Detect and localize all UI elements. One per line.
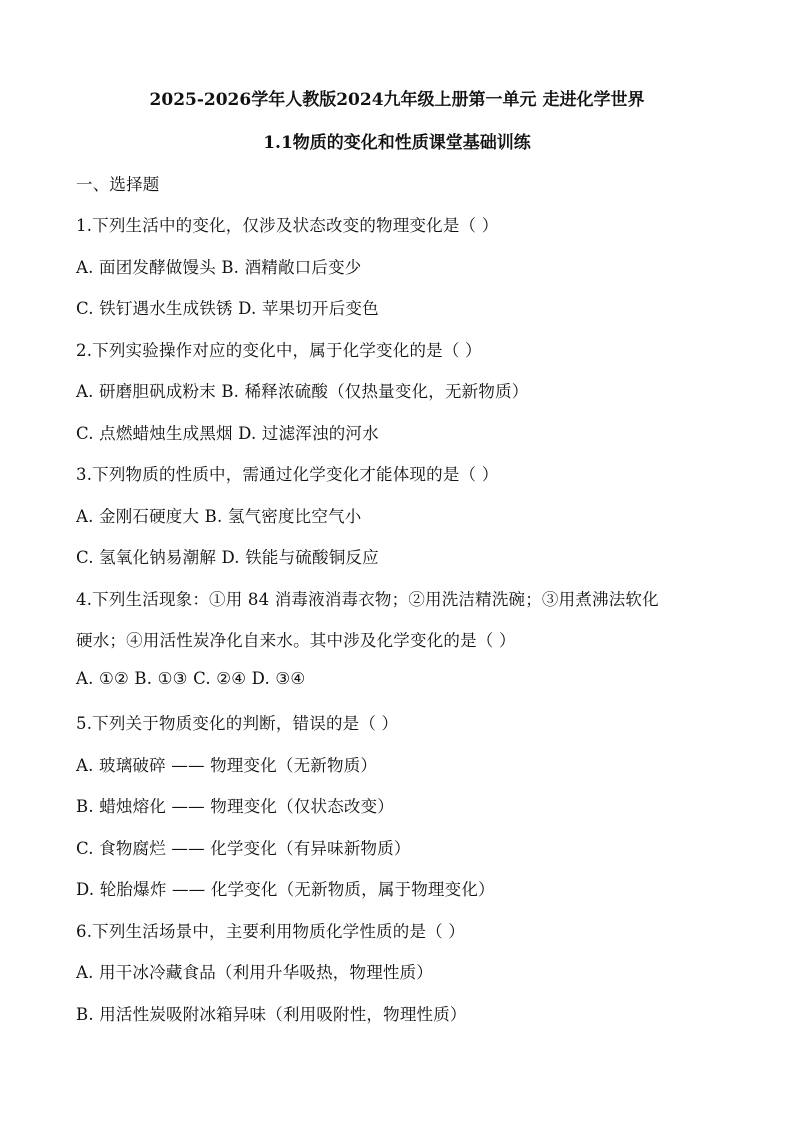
question-4-options: A. ①② B. ①③ C. ②④ D. ③④ <box>76 669 306 688</box>
question-6-option-a: A. 用干冰冷藏食品（利用升华吸热，物理性质） <box>76 963 434 982</box>
question-6: 6.下列生活场景中，主要利用物质化学性质的是（ ） <box>76 922 465 941</box>
document-subtitle: 1.1物质的变化和性质课堂基础训练 <box>263 133 531 153</box>
document-title: 2025-2026学年人教版2024九年级上册第一单元 走进化学世界 <box>149 90 645 110</box>
question-3: 3.下列物质的性质中，需通过化学变化才能体现的是（ ） <box>76 465 499 484</box>
question-5-option-d: D. 轮胎爆炸 —— 化学变化（无新物质，属于物理变化） <box>76 880 495 899</box>
question-2-options-ab: A. 研磨胆矾成粉末 B. 稀释浓硫酸（仅热量变化，无新物质） <box>76 382 529 401</box>
question-3-options-cd: C. 氢氧化钠易潮解 D. 铁能与硫酸铜反应 <box>76 548 379 567</box>
question-1-options-cd: C. 铁钉遇水生成铁锈 D. 苹果切开后变色 <box>76 299 379 318</box>
question-6-option-b: B. 用活性炭吸附冰箱异味（利用吸附性，物理性质） <box>76 1005 467 1024</box>
question-5-option-a: A. 玻璃破碎 —— 物理变化（无新物质） <box>76 756 378 775</box>
question-1: 1.下列生活中的变化，仅涉及状态改变的物理变化是（ ） <box>76 216 499 235</box>
question-2: 2.下列实验操作对应的变化中，属于化学变化的是（ ） <box>76 341 482 360</box>
question-5: 5.下列关于物质变化的判断，错误的是（ ） <box>76 714 399 733</box>
section-heading: 一、选择题 <box>76 175 160 194</box>
question-5-option-c: C. 食物腐烂 —— 化学变化（有异味新物质） <box>76 839 411 858</box>
question-3-options-ab: A. 金刚石硬度大 B. 氢气密度比空气小 <box>76 507 362 526</box>
question-2-options-cd: C. 点燃蜡烛生成黑烟 D. 过滤浑浊的河水 <box>76 424 379 443</box>
question-4-continued: 硬水；④用活性炭净化自来水。其中涉及化学变化的是（ ） <box>76 631 516 650</box>
question-1-options-ab: A. 面团发酵做馒头 B. 酒精敞口后变少 <box>76 258 362 277</box>
question-4: 4.下列生活现象：①用 84 消毒液消毒衣物；②用洗洁精洗碗；③用煮沸法软化 <box>76 590 659 609</box>
question-5-option-b: B. 蜡烛熔化 —— 物理变化（仅状态改变） <box>76 797 395 816</box>
